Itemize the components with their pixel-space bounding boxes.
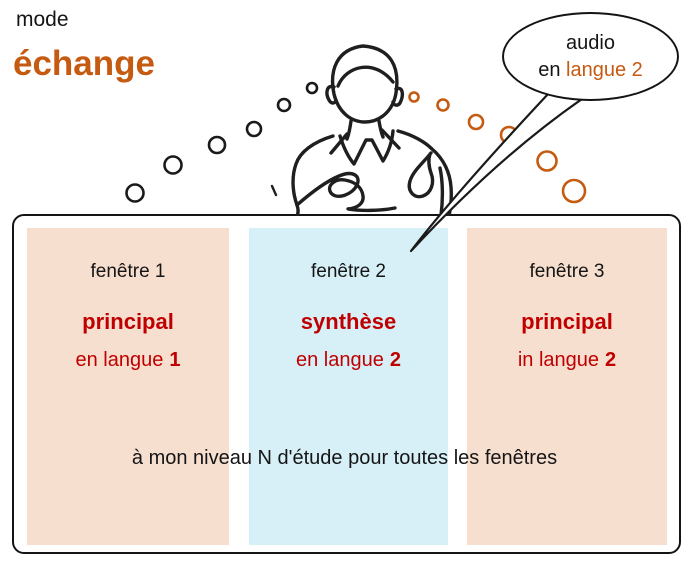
language-number: 2 (605, 349, 617, 371)
speech-bubble-line1: audio (566, 31, 615, 54)
window-name: fenêtre 3 (529, 261, 605, 282)
window-panel-1 (27, 228, 229, 545)
window-panel-2 (249, 228, 448, 545)
page-title: échange (13, 44, 155, 83)
language-number: 1 (169, 349, 181, 371)
window-language: en langue 2 (296, 349, 401, 371)
window-name: fenêtre 1 (90, 261, 166, 282)
black-thought-dots-icon (127, 83, 318, 202)
level-note: à mon niveau N d'étude pour toutes les fenêtres (131, 447, 558, 469)
speech-language-emphasis: langue 2 (566, 58, 643, 81)
window-role: principal (521, 309, 613, 334)
window-panel-3 (467, 228, 667, 545)
window-role: principal (82, 309, 174, 334)
window-role: synthèse (300, 309, 397, 334)
window-language: en langue 1 (75, 349, 181, 371)
speech-bubble (502, 12, 679, 101)
speech-bubble-line2: en langue 2 (538, 58, 643, 81)
mode-label: mode (16, 8, 69, 31)
window-language: in langue 2 (517, 349, 617, 371)
orange-thought-dots-icon (410, 93, 586, 203)
window-name: fenêtre 2 (311, 261, 386, 282)
language-number: 2 (389, 349, 401, 371)
person-icon (272, 46, 451, 216)
